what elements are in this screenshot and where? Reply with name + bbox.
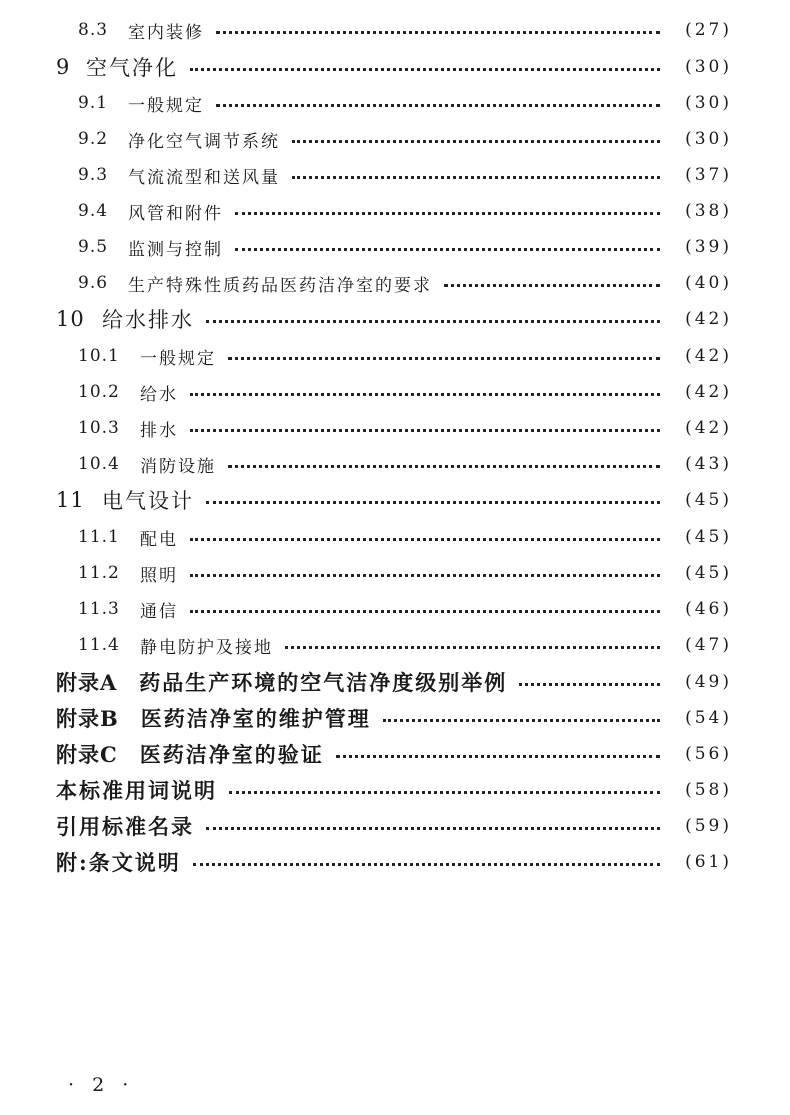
toc-chapter xyxy=(0,301,790,337)
chapter-page: (42) xyxy=(685,309,732,329)
dot-leader xyxy=(383,719,660,722)
appendix-label: 附录A xyxy=(56,670,118,695)
entry-title: 一般规定 xyxy=(140,348,216,369)
appendix-label: 附录B xyxy=(56,706,119,731)
dot-leader xyxy=(292,140,660,143)
chapter-number: 11 xyxy=(56,488,85,512)
backmatter-title: 引用标准名录 xyxy=(56,814,194,839)
dot-leader xyxy=(206,501,660,504)
entry-page: (42) xyxy=(685,418,732,438)
dot-leader xyxy=(228,465,660,468)
toc-entry xyxy=(0,85,790,121)
entry-number: 10.1 xyxy=(78,346,120,366)
entry-page: (47) xyxy=(685,635,732,655)
entry-title: 一般规定 xyxy=(128,95,204,116)
dot-leader xyxy=(519,683,660,686)
dot-leader xyxy=(190,393,660,396)
entry-page: (38) xyxy=(685,201,732,221)
entry-page: (40) xyxy=(685,273,732,293)
toc-entry xyxy=(0,193,790,229)
chapter-number: 9 xyxy=(56,55,71,79)
entry-number: 11.4 xyxy=(78,635,120,655)
toc-entry xyxy=(0,519,790,555)
toc-appendix xyxy=(0,700,790,736)
entry-number: 11.3 xyxy=(78,599,120,619)
dot-leader xyxy=(206,320,660,323)
dot-leader xyxy=(235,212,660,215)
entry-page: (30) xyxy=(685,129,732,149)
toc-entry xyxy=(0,446,790,482)
page-number: · 2 · xyxy=(68,1074,135,1096)
entry-title: 气流流型和送风量 xyxy=(128,167,280,188)
entry-page: (39) xyxy=(685,237,732,257)
entry-title: 通信 xyxy=(140,601,178,622)
toc-entry xyxy=(0,121,790,157)
entry-title: 配电 xyxy=(140,529,178,550)
entry-number: 10.3 xyxy=(78,418,120,438)
dot-leader xyxy=(216,104,660,107)
chapter-title: 给水排水 xyxy=(102,308,194,332)
dot-leader xyxy=(190,610,660,613)
toc-backmatter xyxy=(0,844,790,880)
backmatter-page: (61) xyxy=(685,852,732,872)
dot-leader xyxy=(444,284,660,287)
toc-entry xyxy=(0,338,790,374)
toc-chapter xyxy=(0,482,790,518)
appendix-title: 药品生产环境的空气洁净度级别举例 xyxy=(139,670,508,695)
dot-leader xyxy=(235,248,660,251)
appendix-page: (54) xyxy=(685,708,732,728)
entry-number: 9.6 xyxy=(78,273,109,293)
appendix-title: 医药洁净室的维护管理 xyxy=(140,706,371,731)
toc-entry xyxy=(0,12,790,48)
entry-page: (42) xyxy=(685,346,732,366)
entry-title: 监测与控制 xyxy=(128,239,223,260)
chapter-number: 10 xyxy=(56,307,85,331)
entry-number: 8.3 xyxy=(78,20,109,40)
entry-title: 净化空气调节系统 xyxy=(128,131,280,152)
entry-title: 给水 xyxy=(140,384,178,405)
toc-backmatter xyxy=(0,808,790,844)
dot-leader xyxy=(228,357,660,360)
dot-leader xyxy=(190,538,660,541)
entry-number: 11.2 xyxy=(78,563,120,583)
entry-number: 11.1 xyxy=(78,527,120,547)
toc-appendix xyxy=(0,736,790,772)
appendix-title: 医药洁净室的验证 xyxy=(139,742,324,767)
toc-entry xyxy=(0,157,790,193)
toc-appendix xyxy=(0,664,790,700)
toc-backmatter xyxy=(0,772,790,808)
dot-leader xyxy=(229,791,660,794)
backmatter-page: (59) xyxy=(685,816,732,836)
entry-number: 10.4 xyxy=(78,454,120,474)
entry-title: 生产特殊性质药品医药洁净室的要求 xyxy=(128,275,432,296)
entry-page: (45) xyxy=(685,527,732,547)
entry-title: 室内装修 xyxy=(128,22,204,43)
backmatter-title: 本标准用词说明 xyxy=(56,778,217,803)
backmatter-page: (58) xyxy=(685,780,732,800)
entry-title: 风管和附件 xyxy=(128,203,223,224)
dot-leader xyxy=(190,574,660,577)
chapter-page: (45) xyxy=(685,490,732,510)
entry-title: 照明 xyxy=(140,565,178,586)
dot-leader xyxy=(206,827,660,830)
dot-leader xyxy=(285,646,660,649)
entry-number: 9.4 xyxy=(78,201,109,221)
entry-number: 9.1 xyxy=(78,93,109,113)
toc-entry xyxy=(0,265,790,301)
entry-page: (30) xyxy=(685,93,732,113)
toc-entry xyxy=(0,229,790,265)
entry-title: 静电防护及接地 xyxy=(140,637,273,658)
toc-chapter xyxy=(0,49,790,85)
entry-number: 10.2 xyxy=(78,382,120,402)
entry-page: (46) xyxy=(685,599,732,619)
chapter-title: 电气设计 xyxy=(102,489,194,513)
chapter-page: (30) xyxy=(685,57,732,77)
chapter-title: 空气净化 xyxy=(86,56,178,80)
toc-entry xyxy=(0,410,790,446)
entry-number: 9.3 xyxy=(78,165,109,185)
dot-leader xyxy=(190,68,660,71)
entry-title: 排水 xyxy=(140,420,178,441)
entry-page: (43) xyxy=(685,454,732,474)
dot-leader xyxy=(193,863,660,866)
entry-number: 9.5 xyxy=(78,237,109,257)
dot-leader xyxy=(190,429,660,432)
toc-entry xyxy=(0,555,790,591)
toc-entry xyxy=(0,374,790,410)
entry-page: (27) xyxy=(685,20,732,40)
entry-page: (37) xyxy=(685,165,732,185)
entry-title: 消防设施 xyxy=(140,456,216,477)
entry-page: (45) xyxy=(685,563,732,583)
entry-page: (42) xyxy=(685,382,732,402)
appendix-page: (49) xyxy=(685,672,732,692)
appendix-label: 附录C xyxy=(56,742,118,767)
toc-entry xyxy=(0,591,790,627)
dot-leader xyxy=(216,31,660,34)
backmatter-title: 附:条文说明 xyxy=(56,850,181,875)
appendix-page: (56) xyxy=(685,744,732,764)
dot-leader xyxy=(336,755,660,758)
dot-leader xyxy=(292,176,660,179)
entry-number: 9.2 xyxy=(78,129,109,149)
toc-entry xyxy=(0,627,790,663)
